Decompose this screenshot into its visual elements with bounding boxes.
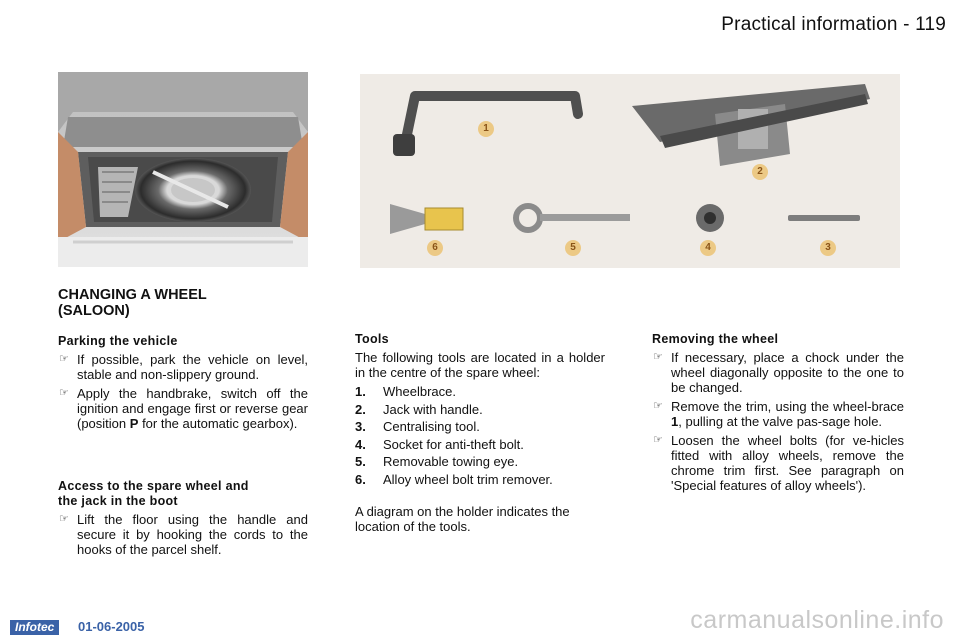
tool-num: 4. (355, 436, 366, 452)
section-title-line-1: CHANGING A WHEEL (58, 287, 207, 303)
tools-intro: The following tools are located in a holder in the centre of the spare wheel: (355, 350, 605, 380)
heading-removing: Removing the wheel (652, 332, 779, 346)
tool-num: 3. (355, 419, 366, 434)
bullet-text: Lift the floor using the handle and secure it by hooking the cords to the hooks of the parcel shelf. (77, 512, 308, 557)
tool-item (355, 402, 605, 417)
tool-text: Centralising tool. (383, 419, 480, 434)
tool-num: 1. (355, 384, 366, 399)
bullet-handbrake (58, 386, 308, 431)
bullet-text: If necessary, place a chock under the wheel diagonally opposite to the one to be changed. (671, 350, 904, 395)
tool-badge-2: 2 (752, 164, 768, 180)
pointing-hand-icon: ☞ (59, 353, 69, 365)
boot-spare-wheel-photo (58, 72, 308, 267)
bullet-text: If possible, park the vehicle on level, stable and non-slippery ground. (77, 352, 308, 382)
centralising-tool-icon (788, 215, 860, 221)
column-tools (355, 332, 605, 538)
heading-access-line-1: Access to the spare wheel and (58, 479, 249, 493)
tool-text: Alloy wheel bolt trim remover. (383, 471, 553, 487)
tool-text: Jack with handle. (383, 401, 483, 417)
tool-badge-4: 4 (700, 240, 716, 256)
tool-text: Removable towing eye. (383, 454, 519, 469)
boot-illustration (58, 72, 308, 267)
trim-remover-icon (390, 204, 463, 234)
tool-badge-6: 6 (427, 240, 443, 256)
tool-ref-number: 1 (671, 414, 679, 429)
tool-badge-3: 3 (820, 240, 836, 256)
tool-num: 2. (355, 401, 366, 417)
bullet-text: Remove the trim, using the wheel-brace (671, 399, 904, 414)
pointing-hand-icon: ☞ (59, 513, 69, 525)
tool-item (355, 419, 605, 434)
bullet-remove-trim (652, 399, 904, 429)
tools-photo (360, 74, 900, 268)
footer-date: 01-06-2005 (78, 619, 145, 634)
heading-tools: Tools (355, 332, 389, 346)
position-letter: P (129, 416, 139, 431)
bullet-text: Loosen the wheel bolts (for ve-hicles fitted with alloy wheels, remove the chrome trim first. See paragraph on 'Special features of alloy wheels'). (671, 433, 904, 493)
tool-badge-1: 1 (478, 121, 494, 137)
column-parking-access (58, 334, 308, 561)
socket-icon (696, 204, 724, 232)
bullet-loosen-bolts (652, 433, 904, 493)
heading-access-line-2: the jack in the boot (58, 494, 178, 508)
page-header: Practical information - 119 (721, 14, 946, 35)
section-title-line-2: (SALOON) (58, 303, 130, 319)
tools-illustration (360, 74, 900, 268)
bullet-text: Apply the handbrake, switch off the ignition and engage first or reverse gear (position (77, 386, 308, 431)
tool-text: Socket for anti-theft bolt. (383, 436, 524, 452)
heading-access (58, 479, 308, 509)
bullet-park-level (58, 352, 308, 382)
tool-item (355, 437, 605, 452)
bullet-text-cont: , pulling at the valve pas-sage hole. (678, 414, 883, 429)
tool-item (355, 472, 605, 487)
tool-num: 5. (355, 454, 366, 469)
watermark: carmanualsonline.info (690, 606, 944, 634)
section-title (58, 287, 298, 319)
infotec-logo: Infotec (10, 620, 59, 635)
tool-item (355, 454, 605, 469)
bullet-lift-floor (58, 512, 308, 557)
bullet-text-cont: for the automatic gearbox). (142, 416, 298, 431)
pointing-hand-icon: ☞ (59, 387, 69, 399)
tools-outro: A diagram on the holder indicates the location of the tools. (355, 504, 570, 534)
heading-parking: Parking the vehicle (58, 334, 178, 348)
bullet-chock (652, 350, 904, 395)
pointing-hand-icon: ☞ (653, 400, 663, 412)
tool-text: Wheelbrace. (383, 384, 456, 399)
column-removing-wheel (652, 332, 904, 497)
pointing-hand-icon: ☞ (653, 351, 663, 363)
pointing-hand-icon: ☞ (653, 434, 663, 446)
tool-item (355, 384, 605, 399)
tool-badge-5: 5 (565, 240, 581, 256)
tool-num: 6. (355, 471, 366, 487)
